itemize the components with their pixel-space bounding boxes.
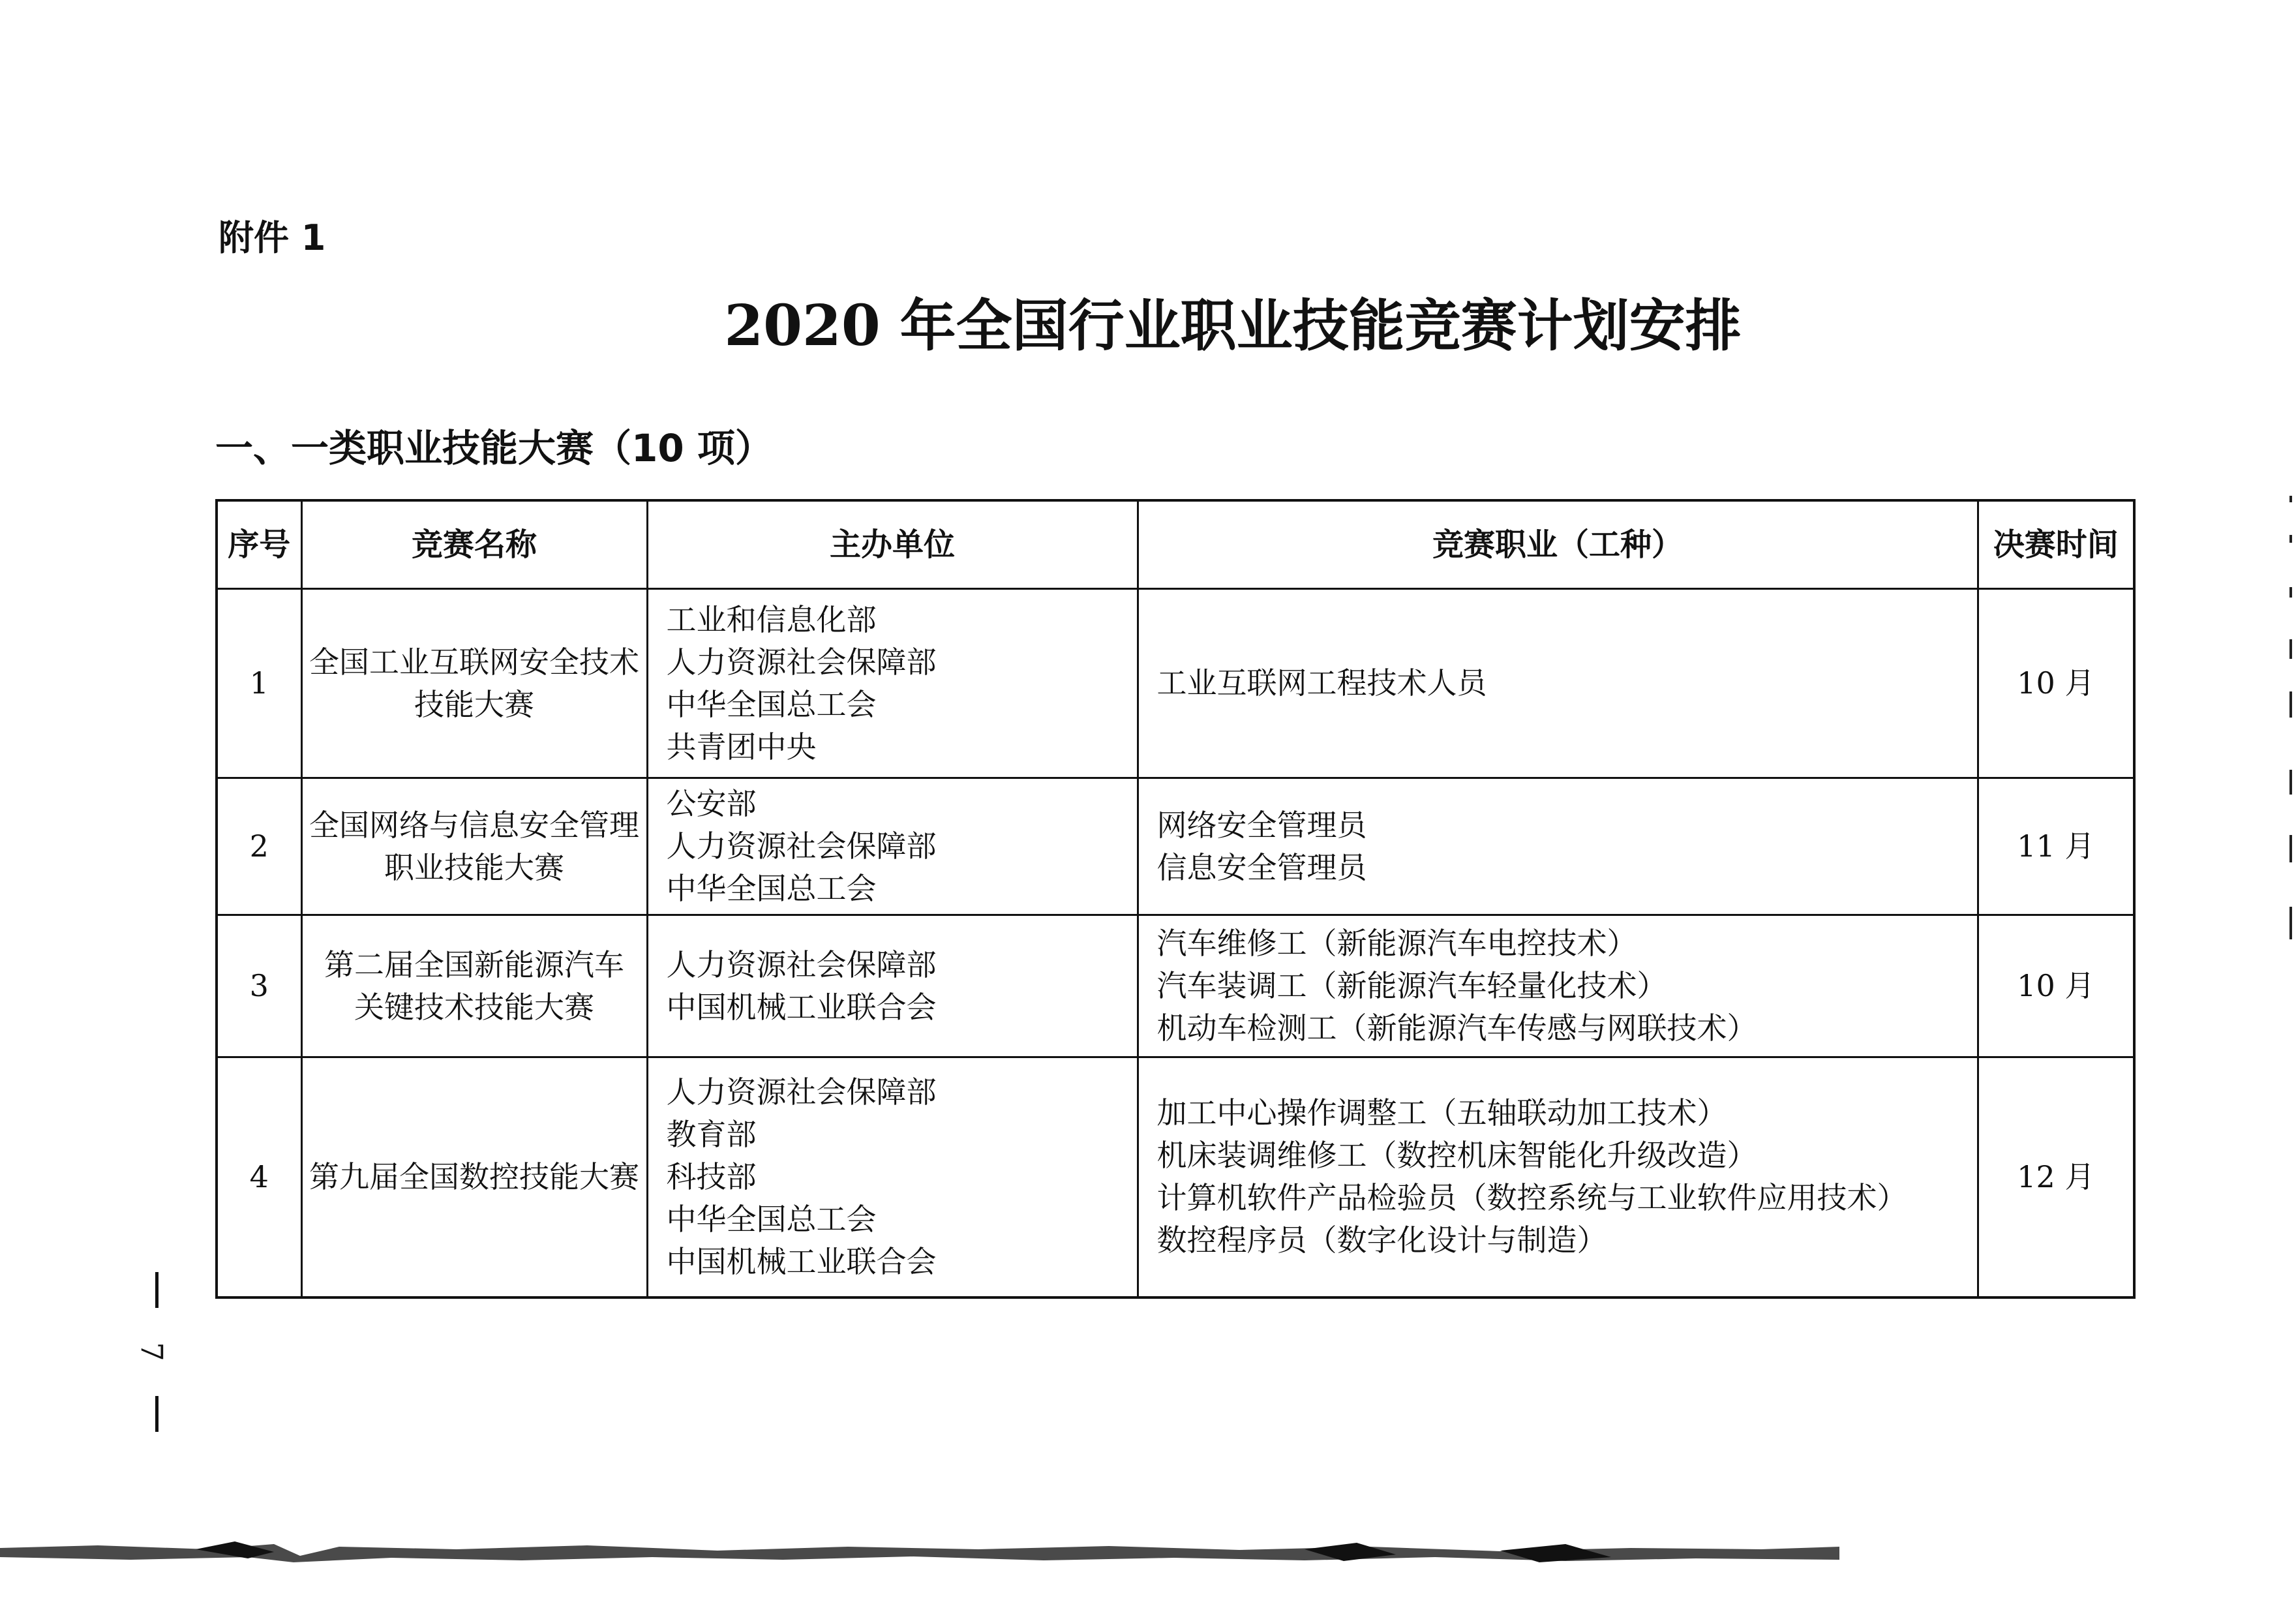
- organizer: 人力资源社会保障部: [666, 828, 937, 864]
- page-dash-bottom: [155, 1396, 159, 1432]
- occupation: 网络安全管理员: [1156, 807, 1367, 843]
- organizer: 中华全国总工会: [666, 1201, 877, 1237]
- header-occupations: 竞赛职业（工种）: [1138, 500, 1978, 589]
- name-line: 第九届全国数控技能大赛: [309, 1159, 639, 1194]
- row-name: [301, 1057, 647, 1297]
- row-occupations: [1138, 589, 1978, 778]
- row-no: 3: [217, 915, 301, 1057]
- organizer: 公安部: [666, 786, 757, 821]
- row-name: [301, 589, 647, 778]
- occupation: 汽车装调工（新能源汽车轻量化技术）: [1156, 968, 1667, 1003]
- table-row: [217, 1057, 2134, 1297]
- organizer: 共青团中央: [666, 729, 817, 765]
- name-line: 职业技能大赛: [384, 849, 564, 885]
- row-final-time: 10 月: [1978, 589, 2134, 778]
- page-dash-top: [155, 1272, 159, 1308]
- row-name: [301, 778, 647, 915]
- scan-noise-strip: [0, 1530, 2296, 1579]
- header-organizers: 主办单位: [647, 500, 1138, 589]
- row-occupations: [1138, 915, 1978, 1057]
- occupation: 信息安全管理员: [1156, 849, 1367, 885]
- section-heading: 一、一类职业技能大赛（10 项）: [215, 426, 773, 470]
- name-line: 第二届全国新能源汽车: [324, 947, 624, 982]
- occupation: 加工中心操作调整工（五轴联动加工技术）: [1156, 1095, 1727, 1131]
- occupation: 数控程序员（数字化设计与制造）: [1156, 1222, 1607, 1258]
- occupation: 机动车检测工（新能源汽车传感与网联技术）: [1156, 1010, 1757, 1046]
- organizer: 教育部: [666, 1116, 757, 1152]
- page-number-marker: [134, 1272, 176, 1435]
- row-organizers: [647, 778, 1138, 915]
- occupation: 计算机软件产品检验员（数控系统与工业软件应用技术）: [1156, 1180, 1907, 1216]
- occupation: 工业互联网工程技术人员: [1156, 665, 1487, 701]
- header-no: 序号: [217, 500, 301, 589]
- competition-schedule-table: [215, 499, 2136, 1299]
- organizer: 科技部: [666, 1159, 757, 1194]
- row-no: 4: [217, 1057, 301, 1297]
- page-number: 7: [134, 1342, 170, 1361]
- row-no: 1: [217, 589, 301, 778]
- row-final-time: 12 月: [1978, 1057, 2134, 1297]
- organizer: 中国机械工业联合会: [666, 1243, 937, 1279]
- organizer: 人力资源社会保障部: [666, 947, 937, 982]
- row-occupations: [1138, 778, 1978, 915]
- occupation: 机床装调维修工（数控机床智能化升级改造）: [1156, 1138, 1757, 1174]
- row-name: [301, 915, 647, 1057]
- scan-edge-marks: [2286, 496, 2296, 965]
- row-organizers: [647, 1057, 1138, 1297]
- organizer: 中国机械工业联合会: [666, 989, 937, 1025]
- name-line: 关键技术技能大赛: [354, 989, 594, 1025]
- organizer: 中华全国总工会: [666, 871, 877, 906]
- document-title: 2020 年全国行业职业技能竞赛计划安排: [724, 293, 1742, 359]
- organizer: 人力资源社会保障部: [666, 1074, 937, 1110]
- table-row: [217, 589, 2134, 778]
- header-name: 竞赛名称: [301, 500, 647, 589]
- table-row: [217, 778, 2134, 915]
- row-no: 2: [217, 778, 301, 915]
- row-final-time: 11 月: [1978, 778, 2134, 915]
- name-line: 全国工业互联网安全技术: [309, 644, 639, 680]
- row-occupations: [1138, 1057, 1978, 1297]
- organizer: 人力资源社会保障部: [666, 644, 937, 680]
- name-line: 全国网络与信息安全管理: [309, 807, 639, 843]
- row-organizers: [647, 915, 1138, 1057]
- name-line: 技能大赛: [414, 686, 534, 722]
- table-header-row: [217, 500, 2134, 589]
- header-final-time: 决赛时间: [1978, 500, 2134, 589]
- attachment-label: 附件 1: [219, 217, 326, 258]
- organizer: 工业和信息化部: [666, 601, 877, 637]
- occupation: 汽车维修工（新能源汽车电控技术）: [1156, 926, 1637, 961]
- organizer: 中华全国总工会: [666, 686, 877, 722]
- table-row: [217, 915, 2134, 1057]
- row-organizers: [647, 589, 1138, 778]
- row-final-time: 10 月: [1978, 915, 2134, 1057]
